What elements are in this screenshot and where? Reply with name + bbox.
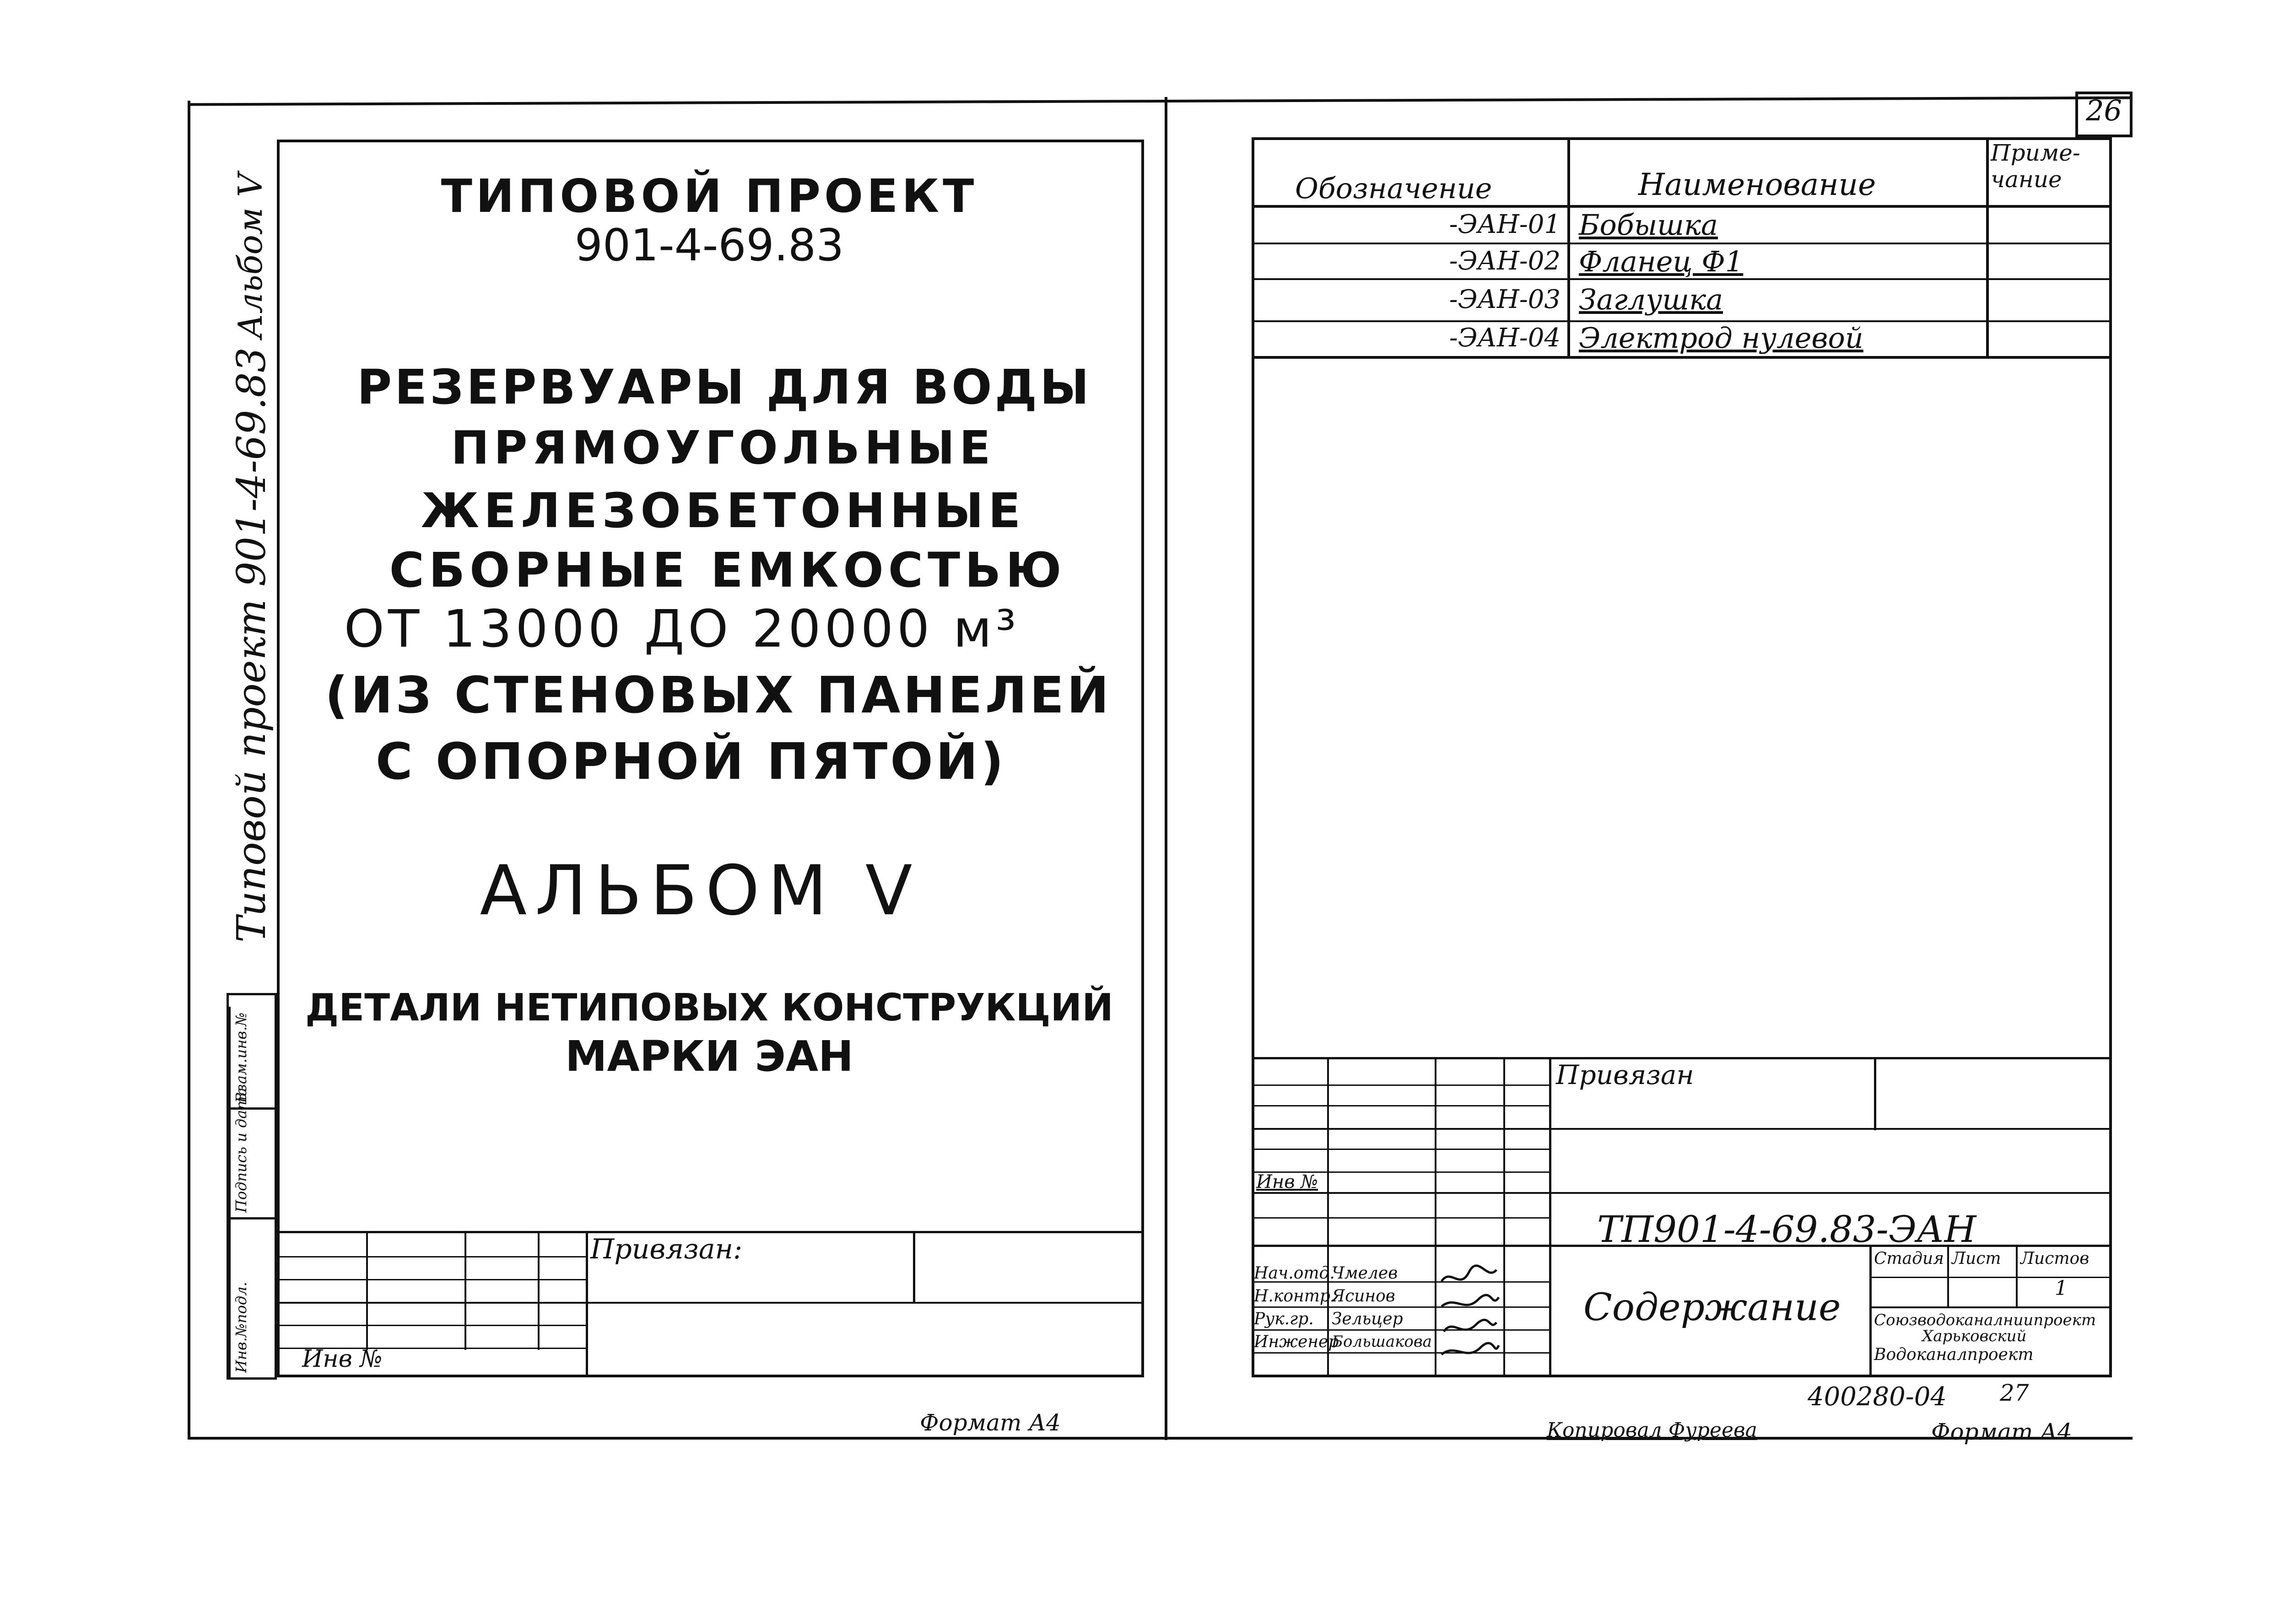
right-stamp-v3: [1503, 1057, 1505, 1377]
archive-number: 400280-04: [1808, 1382, 1947, 1412]
right-stamp-h10: [1252, 1306, 1551, 1308]
left-inv-label: Инв №: [302, 1345, 383, 1373]
desc-line-5: ОТ 13000 ДО 20000 м³: [344, 599, 1020, 659]
right-stamp-h1: [1252, 1084, 1551, 1086]
sheets-header: Листов: [2020, 1249, 2090, 1268]
right-stamp-v5: [1874, 1057, 1876, 1130]
outer-left-edge: [188, 101, 190, 1439]
stamp-col-replace: Взам.инв.№: [232, 1012, 250, 1103]
right-stamp-h6: [1252, 1192, 2112, 1194]
desc-line-2: ПРЯМОУГОЛЬНЫЕ: [451, 421, 995, 475]
page-number: 26: [2086, 94, 2122, 127]
org-line-2: Харьковский: [1922, 1327, 2027, 1345]
right-inv-label: Инв №: [1256, 1171, 1318, 1192]
right-stamp-h2: [1252, 1105, 1551, 1106]
sheet-title: Содержание: [1583, 1286, 1841, 1329]
right-stamp-v1: [1327, 1057, 1329, 1377]
right-stamp-h4: [1252, 1149, 1551, 1150]
row-4-code: -ЭАН-04: [1449, 323, 1560, 353]
left-stamp-col-4: [586, 1231, 588, 1377]
left-format-label: Формат А4: [920, 1409, 1061, 1436]
left-stamp-col-5: [913, 1231, 915, 1302]
right-stamp-h11: [1252, 1329, 1551, 1331]
stamp-strip-bottom: [227, 1377, 277, 1380]
page-fold-line: [1165, 97, 1167, 1440]
sheet-header: Лист: [1952, 1249, 2001, 1268]
left-stamp-row-4: [277, 1325, 588, 1326]
details-line-2: МАРКИ ЭАН: [565, 1032, 854, 1081]
row-1-name: Бобышка: [1579, 208, 1718, 242]
row-1-code: -ЭАН-01: [1449, 210, 1560, 239]
right-privyazan-label: Привязан: [1556, 1059, 1694, 1090]
sheets-count: 1: [2055, 1277, 2068, 1300]
right-stamp-h7: [1252, 1217, 1551, 1219]
org-line-1: Союзводоканалниипроект: [1874, 1311, 2096, 1329]
copied-by: Копировал Фуреева: [1547, 1419, 1757, 1442]
row-2-name: Фланец Ф1: [1579, 245, 1744, 278]
header-designation: Обозначение: [1295, 172, 1492, 205]
desc-line-4: СБОРНЫЕ ЕМКОСТЬЮ: [389, 542, 1066, 598]
stamp-strip-right: [275, 993, 277, 1380]
table-col-line-2: [1986, 137, 1989, 357]
left-stamp-row-3: [277, 1302, 1144, 1304]
table-row-line-1: [1252, 243, 2112, 244]
left-stamp-row-2: [277, 1279, 588, 1280]
outer-bottom-edge: [188, 1437, 2133, 1440]
sign-role-2: Н.контр.: [1254, 1287, 1336, 1306]
sign-role-3: Рук.гр.: [1254, 1310, 1314, 1328]
desc-line-3: ЖЕЛЕЗОБЕТОННЫЕ: [421, 483, 1026, 539]
left-stamp-row-1: [277, 1256, 588, 1257]
row-3-code: -ЭАН-03: [1449, 285, 1560, 314]
project-title: ТИПОВОЙ ПРОЕКТ: [441, 169, 978, 223]
right-stamp-h-stage: [1869, 1277, 2112, 1278]
table-row-line-2: [1252, 278, 2112, 280]
album-heading: АЛЬБОМ V: [480, 851, 921, 931]
stamp-strip-top: [227, 993, 277, 995]
header-name: Наименование: [1638, 167, 1876, 202]
right-stamp-h12: [1252, 1352, 1551, 1354]
row-2-code: -ЭАН-02: [1449, 246, 1560, 276]
desc-line-7: С ОПОРНОЙ ПЯТОЙ): [375, 732, 1007, 791]
stamp-col-sign: Подпись и дата: [232, 1087, 250, 1213]
desc-line-1: РЕЗЕРВУАРЫ ДЛЯ ВОДЫ: [357, 359, 1092, 415]
right-stamp-v2: [1435, 1057, 1436, 1377]
sign-name-1: Чмелев: [1332, 1264, 1398, 1283]
sign-name-3: Зельцер: [1332, 1310, 1403, 1328]
sign-role-1: Нач.отд.: [1254, 1264, 1335, 1283]
details-line-1: ДЕТАЛИ НЕТИПОВЫХ КОНСТРУКЦИЙ: [305, 986, 1113, 1030]
row-3-name: Заглушка: [1579, 283, 1723, 316]
left-stamp-col-1: [366, 1231, 368, 1350]
left-privyazan-label: Привязан:: [590, 1233, 743, 1265]
stamp-col-inv: Инв.№подл.: [232, 1282, 250, 1373]
side-album-label: Альбом V: [231, 173, 270, 339]
right-stamp-h-org: [1869, 1306, 2112, 1308]
left-stamp-col-2: [464, 1231, 466, 1350]
side-project-label: Типовой проект 901-4-69.83: [229, 347, 275, 943]
sign-name-2: Ясинов: [1332, 1287, 1395, 1306]
right-stamp-h3: [1252, 1128, 2112, 1130]
stage-header: Стадия: [1874, 1249, 1944, 1268]
right-stamp-v6: [1869, 1245, 1872, 1377]
desc-line-6: (ИЗ СТЕНОВЫХ ПАНЕЛЕЙ: [325, 666, 1112, 724]
stamp-strip-mid: [229, 1007, 231, 1377]
row-4-name: Электрод нулевой: [1579, 321, 1863, 355]
right-stamp-v8: [2016, 1245, 2018, 1306]
table-header-bottom: [1252, 205, 2112, 208]
stamp-divider-2: [227, 1217, 277, 1219]
table-col-line-1: [1567, 137, 1570, 357]
outer-top-edge: [188, 97, 2133, 106]
table-row-line-4: [1252, 356, 2112, 359]
org-line-3: Водоканалпроект: [1874, 1345, 2034, 1364]
project-number: 901-4-69.83: [574, 220, 844, 271]
right-stamp-v4: [1549, 1057, 1551, 1377]
header-note: Приме- чание: [1991, 140, 2080, 193]
archive-sheet: 27: [2000, 1380, 2029, 1406]
right-stamp-v7: [1947, 1245, 1949, 1306]
left-stamp-col-3: [538, 1231, 540, 1350]
sign-role-4: Инженер: [1254, 1333, 1339, 1351]
document-code: ТП901-4-69.83-ЭАН: [1597, 1208, 1976, 1251]
signature-scribbles: [1437, 1263, 1503, 1377]
sign-name-4: Большакова: [1332, 1333, 1432, 1351]
right-format-label: Формат А4: [1931, 1419, 2072, 1445]
